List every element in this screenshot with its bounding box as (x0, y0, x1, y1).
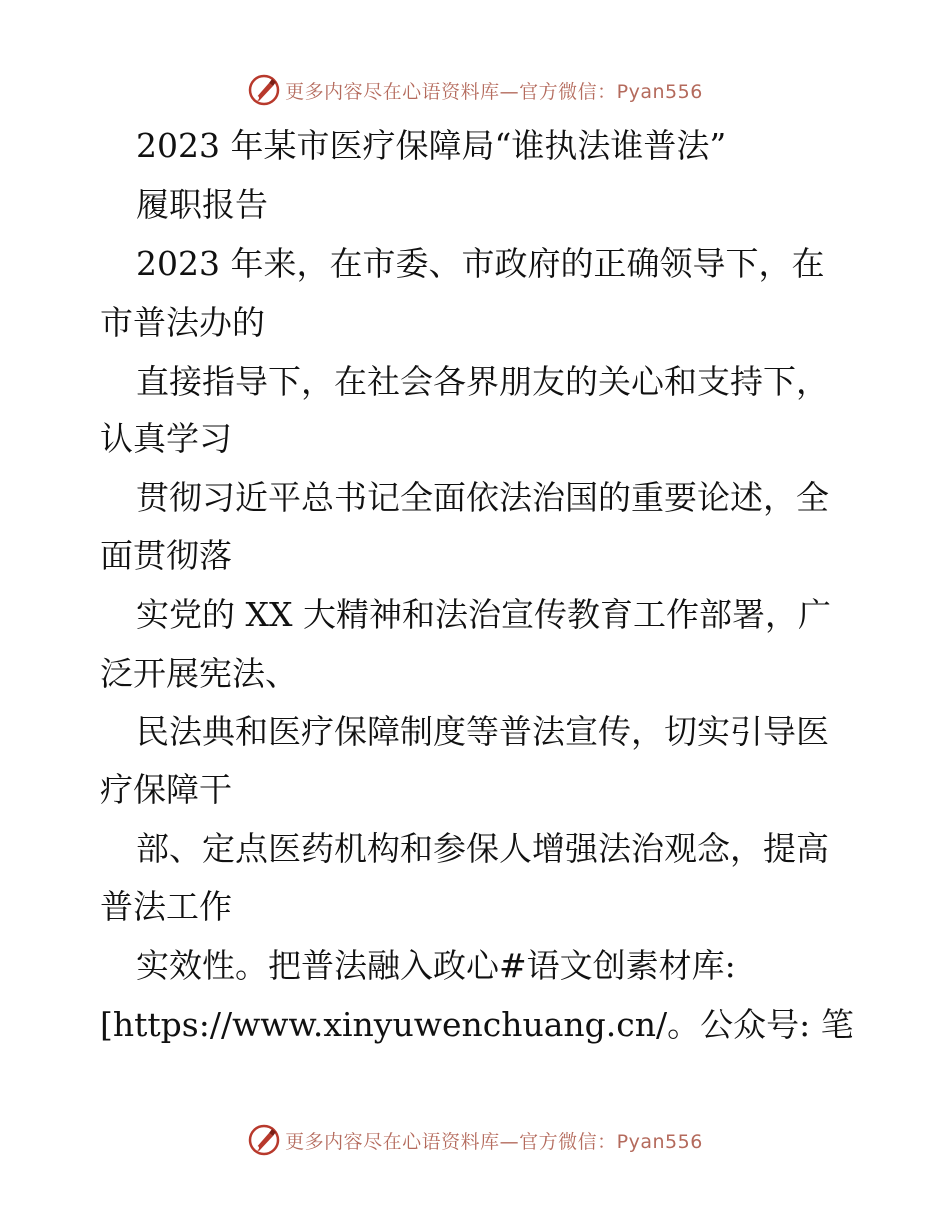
text-line: 民法典和医疗保障制度等普法宣传，切实引导医 (136, 712, 829, 751)
text-line: 市普法办的 (100, 303, 265, 342)
text-line: [https://www.xinyuwenchuang.cn/。公众号: 笔 (100, 1005, 854, 1044)
text-line: 疗保障干 (100, 770, 232, 809)
text-line: 履职报告 (136, 185, 268, 224)
pen-logo-icon (247, 1123, 281, 1157)
text-line: 2023 年来，在市委、市政府的正确领导下，在 (136, 244, 825, 283)
text-line: 部、定点医药机构和参保人增强法治观念，提高 (136, 829, 829, 868)
text-line: 直接指导下，在社会各界朋友的关心和支持下， (136, 362, 829, 401)
header-banner (0, 70, 950, 110)
text-line: 2023 年某市医疗保障局“谁执法谁普法” (136, 126, 727, 165)
text-line: 普法工作 (100, 887, 232, 926)
text-line: 认真学习 (100, 419, 232, 458)
footer-banner (0, 1120, 950, 1160)
footer-banner-text: 更多内容尽在心语资料库—官方微信：Pyan556 (285, 1130, 703, 1153)
text-line: 面贯彻落 (100, 536, 232, 575)
header-banner-text: 更多内容尽在心语资料库—官方微信：Pyan556 (285, 80, 703, 103)
text-line: 泛开展宪法、 (100, 654, 298, 693)
pen-logo-icon (247, 73, 281, 107)
text-line: 实党的 XX 大精神和法治宣传教育工作部署，广 (136, 595, 831, 634)
text-line: 实效性。把普法融入政心#语文创素材库: (136, 946, 736, 985)
text-line: 贯彻习近平总书记全面依法治国的重要论述，全 (136, 478, 829, 517)
